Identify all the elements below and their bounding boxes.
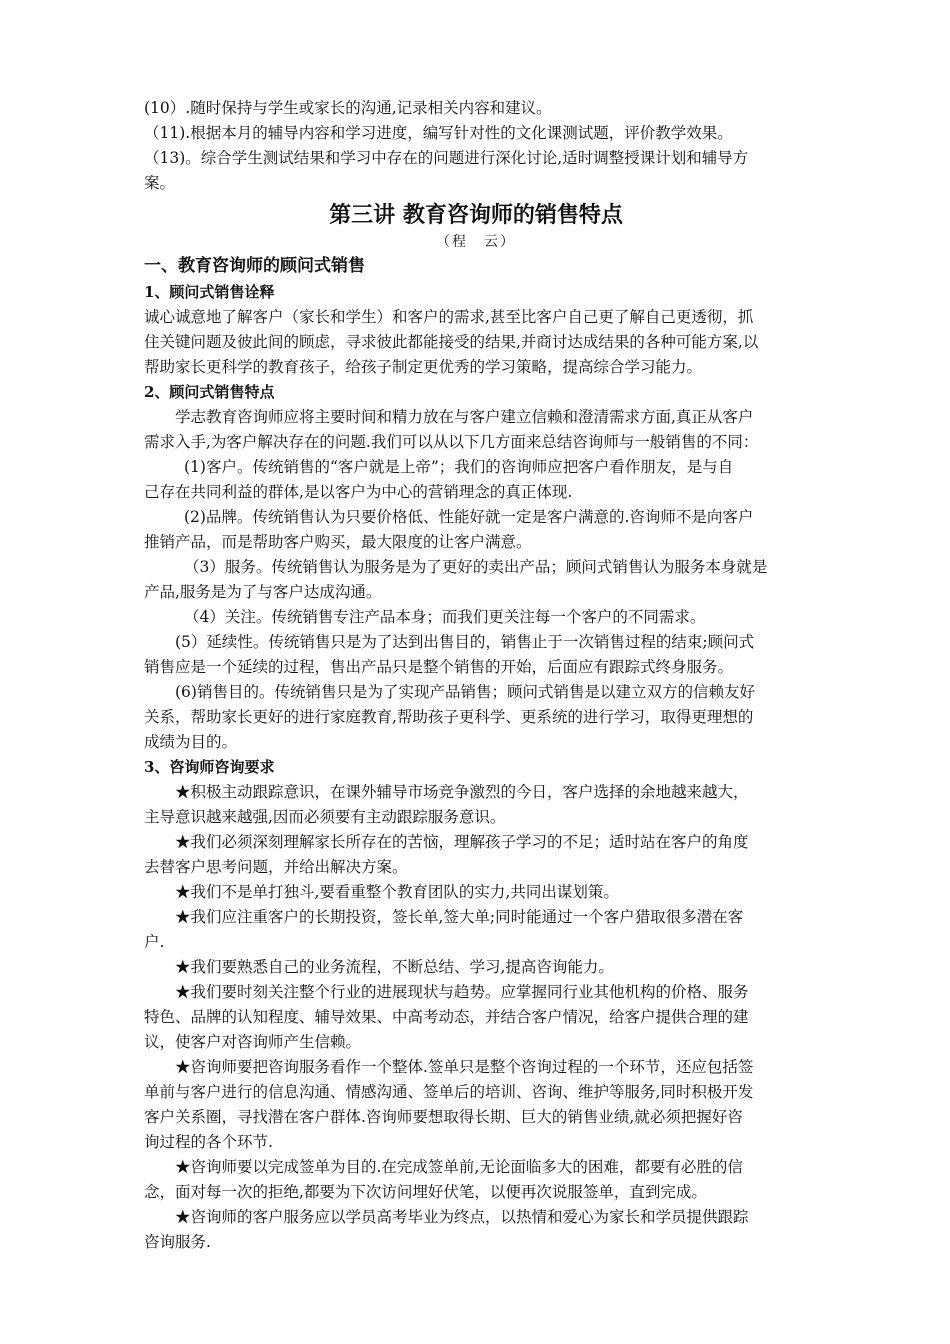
section-heading: 一、教育咨询师的顾问式销售	[144, 256, 365, 276]
requirement-line: 单前与客户进行的信息沟通、情感沟通、签单后的培训、咨询、维护等服务,同时积极开发	[144, 1083, 754, 1101]
paragraph-line: 帮助家长更科学的教育孩子，给孩子制定更优秀的学习策略，提高综合学习能力。	[144, 358, 703, 376]
author-name: （程 云）	[436, 234, 516, 250]
requirement-line: 议，使客户对咨询师产生信赖。	[144, 1033, 362, 1051]
point-line: （4）关注。传统销售专注产品本身；而我们更关注每一个客户的不同需求。	[184, 608, 706, 626]
intro-list	[144, 96, 808, 196]
subsection-heading: 1、顾问式销售诠释	[144, 283, 275, 301]
point-line: 销售应是一个延续的过程，售出产品只是整个销售的开始，后面应有跟踪式终身服务。	[144, 658, 734, 676]
requirement-line: ★积极主动跟踪意识，在课外辅导市场竞争激烈的今日，客户选择的余地越来越大，	[175, 783, 749, 801]
point-line: 成绩为目的。	[144, 733, 238, 751]
requirement-line: 去替客户思考问题，并给出解决方案。	[144, 858, 408, 876]
intro-item: （11).根据本月的辅导内容和学习进度，编写针对性的文化课测试题，评价教学效果。	[144, 124, 733, 142]
point-line: (6)销售目的。传统销售只是为了实现产品销售；顾问式销售是以建立双方的信赖友好	[175, 683, 755, 701]
requirement-line: 咨询服务.	[144, 1233, 211, 1251]
subsection-heading: 2、顾问式销售特点	[144, 383, 275, 401]
point-line: (2)品牌。传统销售认为只要价格低、性能好就一定是客户满意的.咨询师不是向客户	[184, 508, 754, 526]
point-line: 己存在共同利益的群体,是以客户为中心的营销理念的真正体现.	[144, 483, 573, 501]
point-line: 产品,服务是为了与客户达成沟通。	[144, 583, 382, 601]
requirement-line: ★我们不是单打独斗,要看重整个教育团队的实力,共同出谋划策。	[175, 883, 619, 901]
paragraph-line: 需求入手,为客户解决存在的问题.我们可以从以下几方面来总结咨询师与一般销售的不同：	[144, 433, 759, 451]
point-line: (1)客户。传统销售的“客户就是上帝”；我们的咨询师应把客户看作朋友，是与自	[184, 458, 734, 476]
document-page	[144, 96, 808, 1255]
paragraph-line: 诚心诚意地了解客户（家长和学生）和客户的需求,甚至比客户自己更了解自己更透彻，抓	[144, 308, 754, 326]
requirement-line: 询过程的各个环节.	[144, 1133, 273, 1151]
point-line: 关系，帮助家长更好的进行家庭教育,帮助孩子更科学、更系统的进行学习，取得更理想的	[144, 708, 754, 726]
requirement-line: 特色、品牌的认知程度、辅导效果、中高考动态，并结合客户情况，给客户提供合理的建	[144, 1008, 749, 1026]
intro-item: （13)。综合学生测试结果和学习中存在的问题进行深化讨论,适时调整授课计划和辅导方	[144, 149, 749, 167]
paragraph-line: 学志教育咨询师应将主要时间和精力放在与客户建立信赖和澄清需求方面,真正从客户	[175, 408, 754, 426]
requirement-line: 念，面对每一次的拒绝,都要为下次访问埋好伏笔，以便再次说服签单，直到完成。	[144, 1183, 707, 1201]
requirement-line: ★我们必须深刻理解家长所存在的苦恼，理解孩子学习的不足；适时站在客户的角度	[175, 833, 749, 851]
point-line: (5）延续性。传统销售只是为了达到出售目的，销售止于一次销售过程的结束;顾问式	[175, 633, 755, 651]
requirement-line: 客户关系圈，寻找潜在客户群体.咨询师要想取得长期、巨大的销售业绩,就必须把握好咨	[144, 1108, 743, 1126]
lecture-title: 第三讲 教育咨询师的销售特点	[329, 202, 623, 228]
requirement-line: ★咨询师要以完成签单为目的.在完成签单前,无论面临多大的困难，都要有必胜的信	[175, 1158, 743, 1176]
intro-item: 案。	[144, 174, 176, 192]
point-line: 推销产品，而是帮助客户购买，最大限度的让客户满意。	[144, 533, 532, 551]
requirement-line: ★我们要熟悉自己的业务流程，不断总结、学习,提高咨询能力。	[175, 958, 614, 976]
requirement-line: ★我们应注重客户的长期投资，签长单,签大单;同时能通过一个客户猎取很多潜在客	[175, 908, 744, 926]
requirement-line: ★咨询师的客户服务应以学员高考毕业为终点，以热情和爱心为家长和学员提供跟踪	[175, 1208, 749, 1226]
point-line: （3）服务。传统销售认为服务是为了更好的卖出产品；顾问式销售认为服务本身就是	[184, 558, 768, 576]
paragraph-line: 住关键问题及彼此间的顾虑，寻求彼此都能接受的结果,并商讨达成结果的各种可能方案,以	[144, 333, 759, 351]
requirement-line: ★我们要时刻关注整个行业的进展现状与趋势。应掌握同行业其他机构的价格、服务	[175, 983, 749, 1001]
requirement-line: ★咨询师要把咨询服务看作一个整体.签单只是整个咨询过程的一个环节，还应包括签	[175, 1058, 754, 1076]
requirement-line: 户.	[144, 933, 165, 951]
requirement-line: 主导意识越来越强,因而必须要有主动跟踪服务意识。	[144, 808, 506, 826]
subsection-heading: 3、咨询师咨询要求	[144, 758, 275, 776]
intro-item: (10）.随时保持与学生或家长的沟通,记录相关内容和建议。	[144, 99, 552, 117]
